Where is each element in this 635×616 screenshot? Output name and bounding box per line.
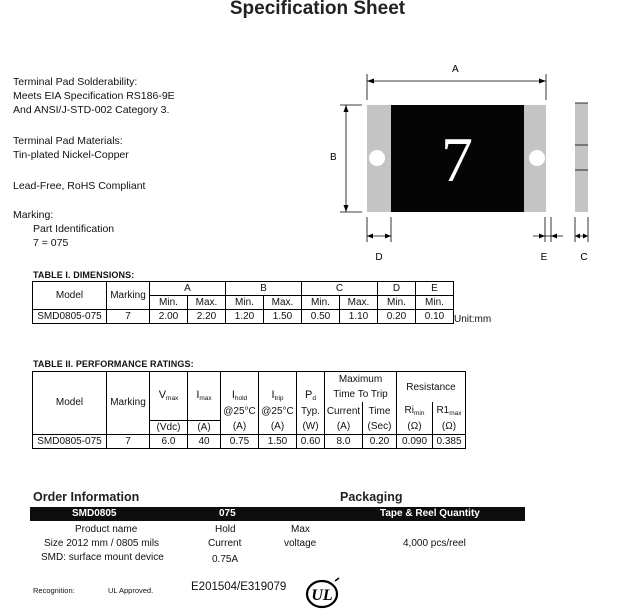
marking-line-2: 7 = 075 — [33, 237, 69, 249]
order-product-name: Product name — [75, 524, 138, 535]
materials-heading: Terminal Pad Materials: — [13, 135, 123, 147]
dimension-c-arrow-left — [575, 234, 580, 239]
col-model: Model — [33, 282, 107, 310]
order-current: Current — [208, 538, 242, 549]
unit-pd: (W) — [297, 420, 325, 434]
sub-b-max: Max. — [264, 296, 302, 310]
cell-c-max: 1.10 — [340, 310, 378, 324]
label-e: E — [540, 252, 548, 263]
unit-vmax: (Vdc) — [150, 420, 188, 434]
cell-d-min: 0.20 — [378, 310, 416, 324]
unit-imax: (A) — [188, 420, 221, 434]
cell-b-max: 1.50 — [264, 310, 302, 324]
dimension-a-arrow-left — [367, 79, 374, 84]
col-marking: Marking — [107, 372, 150, 435]
order-hold: Hold — [215, 524, 236, 535]
table1-caption: TABLE I. DIMENSIONS: — [33, 270, 135, 280]
cell-marking: 7 — [107, 434, 150, 448]
cond-itrip: @25°C — [259, 402, 297, 420]
sub-b-min: Min. — [226, 296, 264, 310]
label-b: B — [330, 152, 337, 163]
cell-model: SMD0805-075 — [33, 434, 107, 448]
rohs-note: Lead-Free, RoHS Compliant — [13, 180, 146, 192]
unit-ihold: (A) — [221, 420, 259, 434]
unit-current: (A) — [325, 420, 363, 434]
label-c: C — [580, 252, 588, 263]
cell-vmax: 6.0 — [150, 434, 188, 448]
unit-rimin: (Ω) — [397, 420, 433, 434]
col-group-e: E — [416, 282, 454, 296]
solderability-note — [13, 75, 175, 117]
marking-note — [13, 208, 114, 250]
unit-label: Unit:mm — [454, 314, 492, 325]
dimension-c-arrow-right — [583, 234, 588, 239]
col-marking: Marking — [107, 282, 150, 310]
label-d: D — [375, 252, 383, 263]
sub-c-min: Min. — [302, 296, 340, 310]
cell-ihold: 0.75 — [221, 434, 259, 448]
col-vmax: $V_{max}$ — [150, 372, 188, 421]
cell-r1max: 0.385 — [433, 434, 466, 448]
component-diagram — [320, 55, 635, 270]
ul-approved-label: UL Approved. — [108, 586, 154, 595]
col-group-d: D — [378, 282, 416, 296]
ul-file-number: E201504/E319079 — [191, 581, 287, 593]
solderability-heading: Terminal Pad Solderability: — [13, 76, 138, 88]
packaging-bar-title: Tape & Reel Quantity — [380, 508, 480, 519]
cell-time: 0.20 — [363, 434, 397, 448]
materials-line: Tin-plated Nickel-Copper — [13, 149, 129, 161]
dimension-e-arrow-right — [551, 234, 557, 239]
packaging-quantity: 4,000 pcs/reel — [403, 538, 466, 549]
marking-digit: 7 — [441, 124, 473, 195]
col-imax: $I_{max}$ — [188, 372, 221, 421]
col-group-a: A — [150, 282, 226, 296]
performance-table — [32, 371, 466, 449]
table-row — [33, 434, 466, 448]
cell-marking: 7 — [107, 310, 150, 324]
unit-time: (Sec) — [363, 420, 397, 434]
cell-current: 8.0 — [325, 434, 363, 448]
page-title: Specification Sheet — [229, 0, 406, 19]
marking-line-1: Part Identification — [33, 223, 115, 235]
solderability-line-2: And ANSI/J-STD-002 Category 3. — [13, 104, 170, 116]
col-group-b: B — [226, 282, 302, 296]
sub-rimin: $Ri_{min}$ — [397, 402, 433, 420]
col-resistance: Resistance — [397, 372, 466, 403]
order-voltage: voltage — [284, 538, 317, 549]
dimension-b-arrow-bottom — [344, 205, 349, 212]
dimensions-table — [32, 281, 454, 324]
ul-logo-icon — [304, 577, 344, 611]
notch-left — [369, 150, 385, 166]
table2-caption: TABLE II. PERFORMANCE RATINGS: — [33, 359, 194, 369]
chip-side-view — [575, 103, 588, 212]
sub-a-max: Max. — [188, 296, 226, 310]
notch-right — [529, 150, 545, 166]
cell-a-max: 2.20 — [188, 310, 226, 324]
table-row — [33, 310, 454, 324]
cell-itrip: 1.50 — [259, 434, 297, 448]
col-pd: $P_d$ — [297, 372, 325, 403]
sub-e-min: Min. — [416, 296, 454, 310]
sub-r1max: $R1_{max}$ — [433, 402, 466, 420]
col-group-c: C — [302, 282, 378, 296]
sub-time: Time — [363, 402, 397, 420]
cell-model: SMD0805-075 — [33, 310, 107, 324]
dimension-a-arrow-right — [539, 79, 546, 84]
col-model: Model — [33, 372, 107, 435]
cell-e-min: 0.10 — [416, 310, 454, 324]
recognition-label: Recognition: — [33, 586, 75, 595]
materials-note — [13, 134, 129, 162]
sub-current: Current — [325, 402, 363, 420]
col-ihold: $I_{hold}$ — [221, 372, 259, 403]
cond-pd: Typ. — [297, 402, 325, 420]
order-current-value: 0.75A — [212, 554, 239, 565]
label-a: A — [452, 64, 459, 75]
sub-d-min: Min. — [378, 296, 416, 310]
col-itrip: $I_{trip}$ — [259, 372, 297, 403]
cell-imax: 40 — [188, 434, 221, 448]
order-max: Max — [291, 524, 310, 535]
cell-pd: 0.60 — [297, 434, 325, 448]
unit-r1max: (Ω) — [433, 420, 466, 434]
order-smd: SMD: surface mount device — [41, 552, 164, 563]
dimension-e-arrow-left — [539, 234, 545, 239]
sub-a-min: Min. — [150, 296, 188, 310]
marking-heading: Marking: — [13, 209, 54, 221]
packaging-heading: Packaging — [340, 490, 403, 504]
cell-rimin: 0.090 — [397, 434, 433, 448]
order-bar-code: 075 — [219, 508, 236, 519]
cell-b-min: 1.20 — [226, 310, 264, 324]
cell-c-min: 0.50 — [302, 310, 340, 324]
cell-a-min: 2.00 — [150, 310, 188, 324]
solderability-line-1: Meets EIA Specification RS186-9E — [13, 90, 175, 102]
cond-ihold: @25°C — [221, 402, 259, 420]
ul-logo-text: UL — [311, 587, 333, 604]
order-bar-series: SMD0805 — [72, 508, 117, 519]
unit-itrip: (A) — [259, 420, 297, 434]
dimension-d-arrow-right — [385, 234, 391, 239]
order-information-heading: Order Information — [33, 490, 140, 504]
order-size: Size 2012 mm / 0805 mils — [44, 538, 160, 549]
dimension-b-arrow-top — [344, 105, 349, 112]
col-max-time-to-trip: Maximum Time To Trip — [325, 372, 397, 403]
sub-c-max: Max. — [340, 296, 378, 310]
dimension-d-arrow-left — [367, 234, 373, 239]
